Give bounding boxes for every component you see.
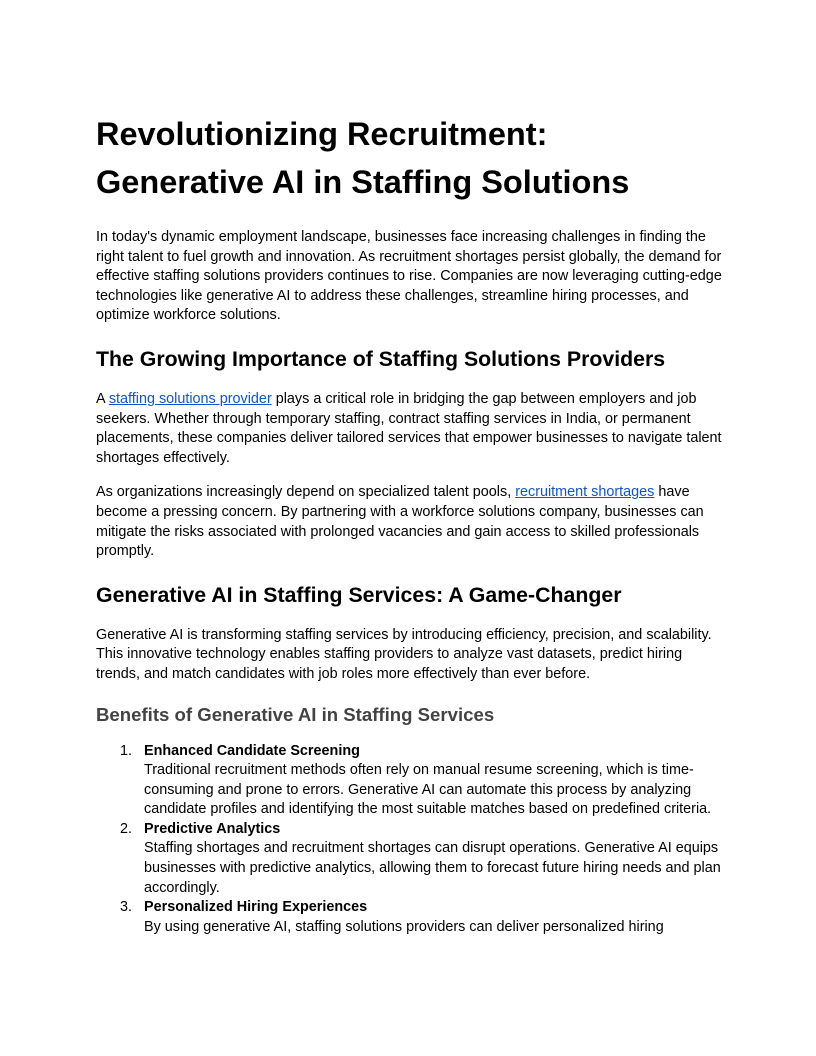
recruitment-shortages-link[interactable]: recruitment shortages [515, 484, 655, 501]
list-item [96, 898, 722, 937]
paragraph-text: plays a critical role in bridging the gap between employers and job seekers. Whether through temporary staffing, contract staffing services in India, or permanent placements, these companies deliver tailored services that empower businesses to navigate talent shortages effectively. [96, 390, 722, 466]
list-item-title: Enhanced Candidate Screening [144, 742, 360, 759]
paragraph-text: have become a pressing concern. By partnering with a workforce solutions company, businesses can mitigate the risks associated with prolonged vacancies and gain access to skilled professionals promptly. [96, 484, 704, 560]
generative-ai-paragraph: Generative AI is transforming staffing services by introducing efficiency, precision, and scalability. This innovative technology enables staffing providers to analyze vast datasets, predict hiring trends, and match candidates with job roles more effectively than ever before. [96, 626, 712, 682]
document-page [96, 110, 722, 937]
list-item-description: Traditional recruitment methods often rely on manual resume screening, which is time-consuming and prone to errors. Generative AI can automate this process by analyzing candidate profiles and identifying the most suitable matches based on predefined criteria. [144, 762, 712, 818]
paragraph-text: As organizations increasingly depend on specialized talent pools, [96, 484, 516, 501]
section-heading-generative-ai: Generative AI in Staffing Services: A Game-Changer [96, 582, 622, 607]
list-item-description: Staffing shortages and recruitment shortages can disrupt operations. Generative AI equips businesses with predictive analytics, allowing them to forecast future hiring needs and plan accordingly. [144, 840, 721, 896]
section-heading-staffing-providers: The Growing Importance of Staffing Solutions Providers [96, 346, 666, 371]
title-line-2: Generative AI in Staffing Solutions [96, 164, 630, 200]
list-item-title: Personalized Hiring Experiences [144, 899, 368, 916]
list-item [96, 742, 722, 820]
section-heading-benefits: Benefits of Generative AI in Staffing Services [96, 703, 495, 725]
list-item-number: 2. [120, 820, 133, 837]
intro-paragraph: In today's dynamic employment landscape, businesses face increasing challenges in finding the right talent to fuel growth and innovation. As recruitment shortages persist globally, the demand for effective staffing solutions providers continues to rise. Companies are now leveraging cutting-edge technologies like generative AI to address these challenges, streamline hiring processes, and optimize workforce solutions. [96, 229, 722, 324]
list-item-title: Predictive Analytics [144, 820, 281, 837]
paragraph-text: A [96, 390, 109, 407]
staffing-solutions-provider-link[interactable]: staffing solutions provider [108, 390, 272, 407]
list-item [96, 820, 722, 898]
document-title [96, 110, 722, 206]
staffing-providers-paragraph-2 [96, 483, 722, 561]
benefits-list [96, 742, 722, 938]
list-item-number: 3. [120, 899, 133, 916]
list-item-description: By using generative AI, staffing solutions providers can deliver personalized hiring [144, 918, 664, 935]
staffing-providers-paragraph-1 [96, 390, 722, 468]
list-item-number: 1. [120, 742, 133, 759]
title-line-1: Revolutionizing Recruitment: [96, 116, 548, 152]
